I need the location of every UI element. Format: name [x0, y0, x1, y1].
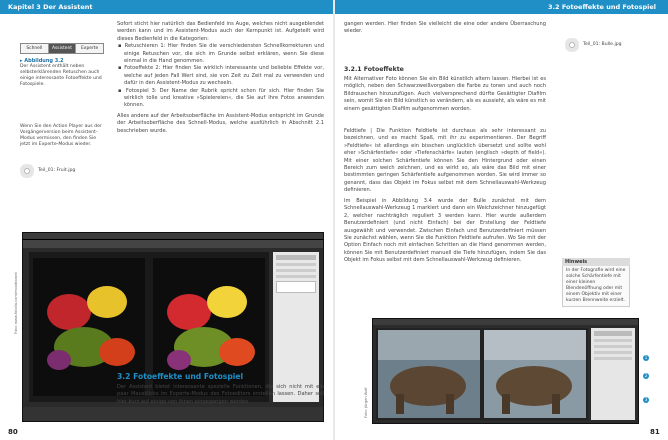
figure-3-2-caption	[20, 58, 104, 88]
right-photo-credit: Foto: Jürgen Wolf	[364, 387, 368, 418]
category-fotospiel: ▪ Fotospiel 3: Der Name der Rubrik spricht schon für sich. Hier finden Sie wirklich tolle und kreative »Spielereien«, die Sie auf Ihre Fotos anwenden können.	[118, 87, 324, 109]
figure-3-2-title: ▸ Abbildung 3.2	[20, 58, 64, 64]
figure-3-2-text: Der Assistent enthält neben selbsterklärenden Retuschen auch einige interessante Fotoeffekte und Fotospiele.	[20, 64, 102, 87]
action-player-note: Wenn Sie den Action Player aus der Vorgängerversion beim Assistent-Modus vermissen, den finden Sie jetzt im Experte-Modus wieder.	[20, 124, 102, 147]
callout-1: 1	[644, 355, 648, 360]
image-canvas	[376, 328, 588, 420]
section-heading-3-2: 3.2 Fotoeffekte und Fotospiel	[117, 372, 244, 381]
left-paragraph-2: Alles andere auf der Arbeitsoberfläche im Assistent-Modus entspricht im Grunde der Arbeitsoberfläche des Schnell-Modus, welche ausführlich in Abschnitt 2.1 beschrieben wurde.	[117, 112, 324, 134]
left-body-intro	[117, 21, 324, 135]
hinweis-title: Hinweis	[562, 258, 630, 266]
feldtiefe-panel	[591, 328, 635, 420]
page-gutter	[333, 0, 335, 440]
disc-icon	[565, 38, 579, 52]
right-page-header: 3.2 Fotoeffekte und Fotospiel	[335, 0, 668, 14]
left-paragraph-1: Sofort sticht hier natürlich das Bedienfeld ins Auge, welches nicht ausgeblendet werden kann und im Assistent-Modus auch der Kernpunkt ist. Aufgeteilt wird dieses Bedienfeld in die Kategorien:	[117, 21, 324, 42]
hinweis-text: In der Fotografie wird eine solche Schärfentiefe mit einer kleinen Blendenöffnung oder mit einem Objektiv mit einer kurzen Brennweite erzielt.	[562, 266, 630, 307]
disc-icon	[20, 164, 34, 178]
callout-3: 3	[644, 397, 648, 402]
right-paragraph-3: Im Beispiel in Abbildung 3.4 wurde der Bulle zunächst mit dem Schnellauswahl-Werkzeug 1 markiert und dann ein Weichzeichner hinzugefügt 2, welcher nachträglich reguliert 3 werden kann. Hier wurde außerdem Benutzerdefiniert (und nicht Einfach) bei der Erstellung der Feldtiefe ausgewählt und verwendet. Zwischen Einfach und Benutzerdefiniert müssen Sie zunächst wählen, wenn Sie die Funktion Feldtiefe aufrufen. Wo Sie mit der Option Einfach noch mit einfachen Schritten an die Hand genommen werden, können Sie mit Benutzerdefiniert manuell die Tiefe hinzufügen, indem Sie das Objekt im Fokus selbst mit dem Schnellauswahl-Werkzeug definieren.	[344, 198, 546, 264]
app-menubar	[23, 233, 323, 240]
app-menubar	[373, 319, 638, 325]
file-label-bulle: Teil_01: Bulle.jpg	[583, 42, 622, 47]
app-toolbar	[23, 240, 323, 248]
bull-photo	[376, 328, 588, 420]
right-paragraph-1: Mit Alternativer Foto können Sie ein Bild künstlich altern lassen. Hierbei ist es möglich, neben den Schwarzweißvorgaben die Farbe zu tonen und auch noch Bildrauschen hinzuzufügen. Auch vielversprechend dürfte Gesättigter Diafilm sein, womit Sie ein Bild künstlich so verändern, als es aussieht, als wäre es mit einem gesättigten Diafilm aufgenommen worden.	[344, 76, 546, 112]
left-page-header: Kapitel 3 Der Assistent	[0, 0, 333, 14]
heading-3-2-1: 3.2.1 Fotoeffekte	[344, 66, 404, 73]
category-retuschieren: ▪ Retuschieren 1: Hier finden Sie die verschiedensten Schnellkorrekturen und einige Retuschen vor, die sich im Grunde selbst erklären, wenn Sie diese einmal in die Hand genommen.	[118, 43, 325, 65]
figure-3-4-screenshot	[372, 318, 648, 424]
file-label-fruit: Teil_01: Fruit.jpg	[38, 168, 76, 173]
page-number-right: 81	[650, 428, 660, 436]
hinweis-box	[562, 258, 630, 307]
mode-experte: Experte	[76, 44, 103, 53]
callout-2: 2	[644, 373, 648, 378]
left-photo-credit: Foto: www.fotolia.com/moodboard	[14, 272, 18, 334]
left-paragraph-3: Der Assistent bietet interessante spezielle Funktionen, die sich nicht mit ein paar Mausklicks im Experte-Modus des Fotoeditors erstellen lassen. Daher soll hier kurz auf einige von ihnen eingegangen werden.	[117, 384, 324, 405]
mode-schnell: Schnell	[21, 44, 49, 53]
right-paragraph-feldtiefe: Feldtiefe | Die Funktion Feldtiefe ist durchaus als sehr interessant zu bezeichnen, und es macht Spaß, mit ihr zu experimentieren. Der Begriff »Feldtiefe« ist allerdings ein bisschen unglücklich übersetzt und sollte wohl eher »Schärfentiefe« oder »Tiefenschärfe« lauten (englisch »depth of field«). Mit einer solchen Schärfentiefe können Sie den Hintergrund oder einen Bereich zum weich zeichnen, und es wirkt so, als wäre das Bild mit einer bestimmten geringen Schärfentiefe aufgenommen worden. Sie wird immer so genannt, dass das Objekt im Fokus selbst mit dem Schnellauswahl-Werkzeug definieren.	[344, 128, 546, 194]
mode-switch	[20, 43, 104, 54]
mode-assistent: Assistent	[49, 44, 77, 53]
assistant-panel	[273, 252, 319, 402]
category-list	[117, 43, 324, 110]
category-fotoeffekte: ▪ Fotoeffekte 2: Hier finden Sie wirklich interessante und beliebte Effekte vor, welche auf jeden Fall Wert sind, sie von Zeit zu Zeit mal zu verwenden und dafür in den Assistent-Modus zu wechseln.	[118, 65, 324, 87]
app-bottom-bar	[23, 407, 323, 421]
right-paragraph-top: gangen werden. Hier finden Sie vielleicht die eine oder andere Überraschung wieder.	[344, 21, 546, 35]
page-number-left: 80	[8, 428, 18, 436]
